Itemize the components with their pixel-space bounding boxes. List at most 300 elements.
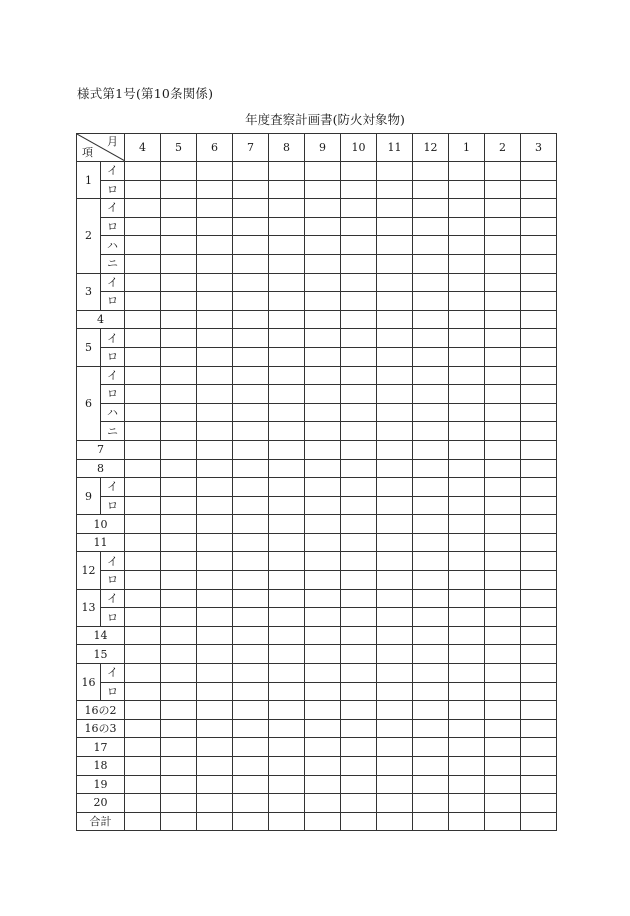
schedule-cell: [413, 533, 449, 552]
schedule-cell: [161, 626, 197, 645]
schedule-cell: [305, 664, 341, 683]
schedule-cell: [521, 236, 557, 255]
table-row: [77, 701, 557, 720]
schedule-cell: [485, 812, 521, 831]
schedule-cell: [161, 664, 197, 683]
schedule-cell: [449, 645, 485, 664]
schedule-cell: [377, 292, 413, 311]
schedule-cell: [377, 608, 413, 627]
sub-item-cell: ロ: [101, 180, 125, 199]
schedule-cell: [485, 608, 521, 627]
form-number-label: 様式第1号(第10条関係): [77, 86, 214, 101]
schedule-cell: [197, 292, 233, 311]
schedule-cell: [125, 738, 161, 757]
schedule-cell: [449, 515, 485, 534]
schedule-cell: [233, 236, 269, 255]
schedule-cell: [485, 310, 521, 329]
schedule-cell: [197, 366, 233, 385]
schedule-cell: [197, 162, 233, 181]
schedule-cell: [449, 366, 485, 385]
schedule-cell: [161, 812, 197, 831]
schedule-cell: [305, 329, 341, 348]
schedule-cell: [449, 385, 485, 404]
item-number-cell: 8: [77, 459, 125, 478]
table-row: [77, 515, 557, 534]
schedule-cell: [413, 236, 449, 255]
schedule-cell: [377, 719, 413, 738]
schedule-cell: [449, 199, 485, 218]
schedule-cell: [269, 199, 305, 218]
schedule-cell: [413, 217, 449, 236]
schedule-cell: [341, 626, 377, 645]
schedule-cell: [197, 719, 233, 738]
schedule-cell: [485, 478, 521, 497]
table-row: [77, 757, 557, 776]
schedule-cell: [485, 422, 521, 441]
header-row: [77, 134, 557, 162]
schedule-cell: [305, 794, 341, 813]
schedule-cell: [197, 385, 233, 404]
schedule-cell: [125, 645, 161, 664]
schedule-cell: [125, 180, 161, 199]
schedule-cell: [413, 738, 449, 757]
schedule-cell: [269, 533, 305, 552]
schedule-cell: [521, 682, 557, 701]
item-number-cell: 7: [77, 440, 125, 459]
schedule-cell: [125, 719, 161, 738]
schedule-cell: [125, 775, 161, 794]
schedule-cell: [233, 310, 269, 329]
schedule-cell: [485, 254, 521, 273]
schedule-cell: [341, 254, 377, 273]
schedule-cell: [197, 664, 233, 683]
schedule-cell: [341, 589, 377, 608]
schedule-cell: [269, 757, 305, 776]
schedule-cell: [197, 775, 233, 794]
schedule-cell: [305, 217, 341, 236]
schedule-cell: [485, 533, 521, 552]
schedule-cell: [485, 589, 521, 608]
schedule-cell: [449, 608, 485, 627]
schedule-cell: [233, 608, 269, 627]
item-number-cell: 19: [77, 775, 125, 794]
schedule-cell: [161, 236, 197, 255]
item-number-cell: 15: [77, 645, 125, 664]
schedule-cell: [413, 589, 449, 608]
schedule-cell: [521, 794, 557, 813]
schedule-cell: [125, 162, 161, 181]
schedule-cell: [305, 496, 341, 515]
schedule-cell: [521, 608, 557, 627]
schedule-cell: [521, 385, 557, 404]
schedule-cell: [521, 775, 557, 794]
schedule-cell: [485, 645, 521, 664]
schedule-cell: [485, 292, 521, 311]
schedule-cell: [233, 366, 269, 385]
schedule-cell: [161, 757, 197, 776]
schedule-cell: [521, 422, 557, 441]
schedule-cell: [521, 459, 557, 478]
schedule-cell: [197, 273, 233, 292]
schedule-cell: [485, 217, 521, 236]
schedule-cell: [305, 254, 341, 273]
inspection-schedule-table: [76, 133, 557, 831]
schedule-cell: [413, 459, 449, 478]
schedule-cell: [341, 682, 377, 701]
schedule-cell: [197, 310, 233, 329]
schedule-cell: [341, 347, 377, 366]
table-row: [77, 589, 557, 608]
month-header: 8: [269, 134, 305, 162]
schedule-cell: [413, 794, 449, 813]
schedule-cell: [413, 403, 449, 422]
schedule-cell: [269, 310, 305, 329]
schedule-cell: [521, 254, 557, 273]
schedule-cell: [521, 552, 557, 571]
schedule-cell: [521, 515, 557, 534]
schedule-cell: [485, 496, 521, 515]
schedule-cell: [161, 199, 197, 218]
schedule-cell: [305, 422, 341, 441]
schedule-cell: [449, 310, 485, 329]
schedule-cell: [449, 552, 485, 571]
schedule-cell: [377, 366, 413, 385]
schedule-cell: [305, 199, 341, 218]
schedule-cell: [341, 310, 377, 329]
schedule-cell: [377, 701, 413, 720]
schedule-cell: [269, 738, 305, 757]
schedule-cell: [413, 292, 449, 311]
item-number-cell: 10: [77, 515, 125, 534]
schedule-cell: [269, 719, 305, 738]
schedule-cell: [233, 273, 269, 292]
schedule-cell: [485, 626, 521, 645]
table-row: [77, 608, 557, 627]
schedule-cell: [521, 496, 557, 515]
schedule-cell: [413, 422, 449, 441]
item-number-cell: 9: [77, 478, 101, 515]
schedule-cell: [161, 273, 197, 292]
schedule-cell: [449, 329, 485, 348]
schedule-cell: [125, 496, 161, 515]
schedule-cell: [161, 645, 197, 664]
schedule-cell: [197, 403, 233, 422]
schedule-body: [77, 162, 557, 831]
schedule-cell: [485, 775, 521, 794]
table-row: [77, 366, 557, 385]
schedule-cell: [449, 236, 485, 255]
schedule-cell: [233, 738, 269, 757]
schedule-cell: [269, 496, 305, 515]
schedule-cell: [197, 440, 233, 459]
table-row: [77, 236, 557, 255]
sub-item-cell: イ: [101, 199, 125, 218]
table-row: [77, 664, 557, 683]
schedule-cell: [269, 626, 305, 645]
table-row: [77, 310, 557, 329]
schedule-cell: [521, 645, 557, 664]
schedule-cell: [449, 422, 485, 441]
table-row: [77, 496, 557, 515]
schedule-cell: [521, 589, 557, 608]
schedule-cell: [413, 273, 449, 292]
schedule-cell: [413, 254, 449, 273]
item-number-cell: 12: [77, 552, 101, 589]
schedule-cell: [377, 180, 413, 199]
schedule-cell: [125, 701, 161, 720]
schedule-cell: [485, 236, 521, 255]
schedule-cell: [341, 608, 377, 627]
sub-item-cell: ロ: [101, 385, 125, 404]
schedule-cell: [269, 701, 305, 720]
schedule-cell: [341, 552, 377, 571]
item-number-cell: 16の2: [77, 701, 125, 720]
schedule-cell: [161, 515, 197, 534]
schedule-cell: [125, 199, 161, 218]
schedule-cell: [269, 794, 305, 813]
schedule-cell: [269, 403, 305, 422]
schedule-cell: [161, 403, 197, 422]
table-row: [77, 254, 557, 273]
schedule-cell: [161, 496, 197, 515]
sub-item-cell: イ: [101, 366, 125, 385]
schedule-cell: [521, 347, 557, 366]
schedule-cell: [377, 478, 413, 497]
schedule-cell: [449, 403, 485, 422]
schedule-cell: [521, 440, 557, 459]
table-row: [77, 459, 557, 478]
schedule-cell: [233, 626, 269, 645]
schedule-cell: [233, 794, 269, 813]
sub-item-cell: ニ: [101, 254, 125, 273]
schedule-cell: [341, 440, 377, 459]
schedule-cell: [305, 347, 341, 366]
schedule-cell: [305, 738, 341, 757]
schedule-cell: [413, 180, 449, 199]
schedule-cell: [161, 682, 197, 701]
schedule-cell: [485, 459, 521, 478]
schedule-cell: [269, 552, 305, 571]
schedule-cell: [197, 757, 233, 776]
schedule-cell: [269, 347, 305, 366]
schedule-cell: [197, 608, 233, 627]
schedule-cell: [377, 329, 413, 348]
schedule-cell: [125, 459, 161, 478]
schedule-cell: [233, 478, 269, 497]
schedule-cell: [341, 775, 377, 794]
schedule-cell: [377, 254, 413, 273]
schedule-cell: [485, 440, 521, 459]
schedule-cell: [161, 608, 197, 627]
schedule-cell: [341, 422, 377, 441]
schedule-cell: [449, 719, 485, 738]
schedule-cell: [449, 794, 485, 813]
schedule-cell: [449, 775, 485, 794]
schedule-cell: [377, 664, 413, 683]
schedule-cell: [413, 496, 449, 515]
schedule-cell: [197, 682, 233, 701]
table-row: [77, 645, 557, 664]
schedule-cell: [521, 626, 557, 645]
schedule-cell: [449, 757, 485, 776]
schedule-cell: [233, 552, 269, 571]
schedule-cell: [161, 162, 197, 181]
schedule-cell: [377, 552, 413, 571]
schedule-cell: [377, 496, 413, 515]
schedule-cell: [197, 589, 233, 608]
schedule-cell: [377, 310, 413, 329]
schedule-cell: [269, 459, 305, 478]
schedule-cell: [377, 533, 413, 552]
schedule-cell: [485, 385, 521, 404]
schedule-cell: [341, 459, 377, 478]
schedule-cell: [161, 366, 197, 385]
schedule-cell: [485, 199, 521, 218]
schedule-cell: [161, 254, 197, 273]
schedule-cell: [233, 403, 269, 422]
document-title: 年度査察計画書(防火対象物): [245, 112, 405, 127]
schedule-cell: [413, 664, 449, 683]
schedule-cell: [341, 329, 377, 348]
schedule-cell: [233, 199, 269, 218]
schedule-cell: [305, 552, 341, 571]
schedule-cell: [521, 180, 557, 199]
table-row: [77, 478, 557, 497]
month-header: 2: [485, 134, 521, 162]
item-number-cell: 20: [77, 794, 125, 813]
item-number-cell: 17: [77, 738, 125, 757]
schedule-cell: [485, 162, 521, 181]
schedule-cell: [125, 403, 161, 422]
item-number-cell: 合計: [77, 812, 125, 831]
schedule-cell: [233, 422, 269, 441]
schedule-cell: [233, 459, 269, 478]
schedule-cell: [449, 292, 485, 311]
schedule-cell: [377, 775, 413, 794]
schedule-cell: [233, 329, 269, 348]
schedule-cell: [125, 347, 161, 366]
item-number-cell: 2: [77, 199, 101, 273]
schedule-cell: [377, 199, 413, 218]
schedule-cell: [413, 608, 449, 627]
schedule-cell: [521, 533, 557, 552]
schedule-cell: [305, 478, 341, 497]
schedule-cell: [269, 571, 305, 590]
schedule-cell: [341, 533, 377, 552]
schedule-cell: [305, 533, 341, 552]
schedule-cell: [233, 682, 269, 701]
schedule-cell: [197, 217, 233, 236]
schedule-cell: [377, 757, 413, 776]
schedule-cell: [233, 440, 269, 459]
schedule-cell: [377, 682, 413, 701]
table-row: [77, 422, 557, 441]
schedule-cell: [125, 254, 161, 273]
schedule-cell: [161, 552, 197, 571]
schedule-cell: [377, 794, 413, 813]
schedule-cell: [341, 385, 377, 404]
schedule-cell: [521, 329, 557, 348]
schedule-cell: [521, 478, 557, 497]
schedule-cell: [377, 273, 413, 292]
sub-item-cell: ロ: [101, 608, 125, 627]
schedule-cell: [485, 719, 521, 738]
schedule-cell: [413, 571, 449, 590]
schedule-cell: [125, 440, 161, 459]
schedule-cell: [305, 812, 341, 831]
schedule-cell: [197, 738, 233, 757]
schedule-cell: [521, 812, 557, 831]
month-header: 6: [197, 134, 233, 162]
item-number-cell: 13: [77, 589, 101, 626]
sub-item-cell: イ: [101, 162, 125, 181]
schedule-cell: [521, 199, 557, 218]
table-row: [77, 217, 557, 236]
schedule-cell: [413, 347, 449, 366]
schedule-cell: [197, 236, 233, 255]
month-header: 12: [413, 134, 449, 162]
schedule-cell: [305, 385, 341, 404]
schedule-cell: [341, 701, 377, 720]
schedule-cell: [413, 385, 449, 404]
item-number-cell: 16: [77, 664, 101, 701]
item-number-cell: 11: [77, 533, 125, 552]
sub-item-cell: イ: [101, 552, 125, 571]
schedule-cell: [269, 682, 305, 701]
schedule-cell: [197, 515, 233, 534]
schedule-cell: [125, 366, 161, 385]
schedule-cell: [377, 626, 413, 645]
schedule-cell: [377, 217, 413, 236]
schedule-cell: [413, 757, 449, 776]
sub-item-cell: ロ: [101, 496, 125, 515]
schedule-cell: [485, 347, 521, 366]
schedule-cell: [269, 180, 305, 199]
table-row: [77, 682, 557, 701]
schedule-cell: [485, 701, 521, 720]
schedule-cell: [341, 217, 377, 236]
table-row: [77, 162, 557, 181]
schedule-cell: [449, 626, 485, 645]
schedule-cell: [125, 310, 161, 329]
month-header: 5: [161, 134, 197, 162]
schedule-cell: [377, 738, 413, 757]
schedule-cell: [269, 812, 305, 831]
table-row: [77, 292, 557, 311]
schedule-cell: [485, 757, 521, 776]
schedule-cell: [197, 478, 233, 497]
schedule-cell: [269, 292, 305, 311]
schedule-cell: [485, 180, 521, 199]
schedule-cell: [377, 347, 413, 366]
month-header: 1: [449, 134, 485, 162]
schedule-cell: [161, 589, 197, 608]
schedule-cell: [449, 533, 485, 552]
schedule-cell: [413, 162, 449, 181]
month-header: 3: [521, 134, 557, 162]
schedule-cell: [413, 626, 449, 645]
schedule-cell: [125, 273, 161, 292]
schedule-cell: [233, 645, 269, 664]
table-row: [77, 440, 557, 459]
schedule-cell: [305, 757, 341, 776]
schedule-cell: [125, 217, 161, 236]
schedule-cell: [197, 794, 233, 813]
schedule-cell: [377, 589, 413, 608]
schedule-cell: [521, 292, 557, 311]
schedule-cell: [233, 719, 269, 738]
schedule-cell: [413, 310, 449, 329]
